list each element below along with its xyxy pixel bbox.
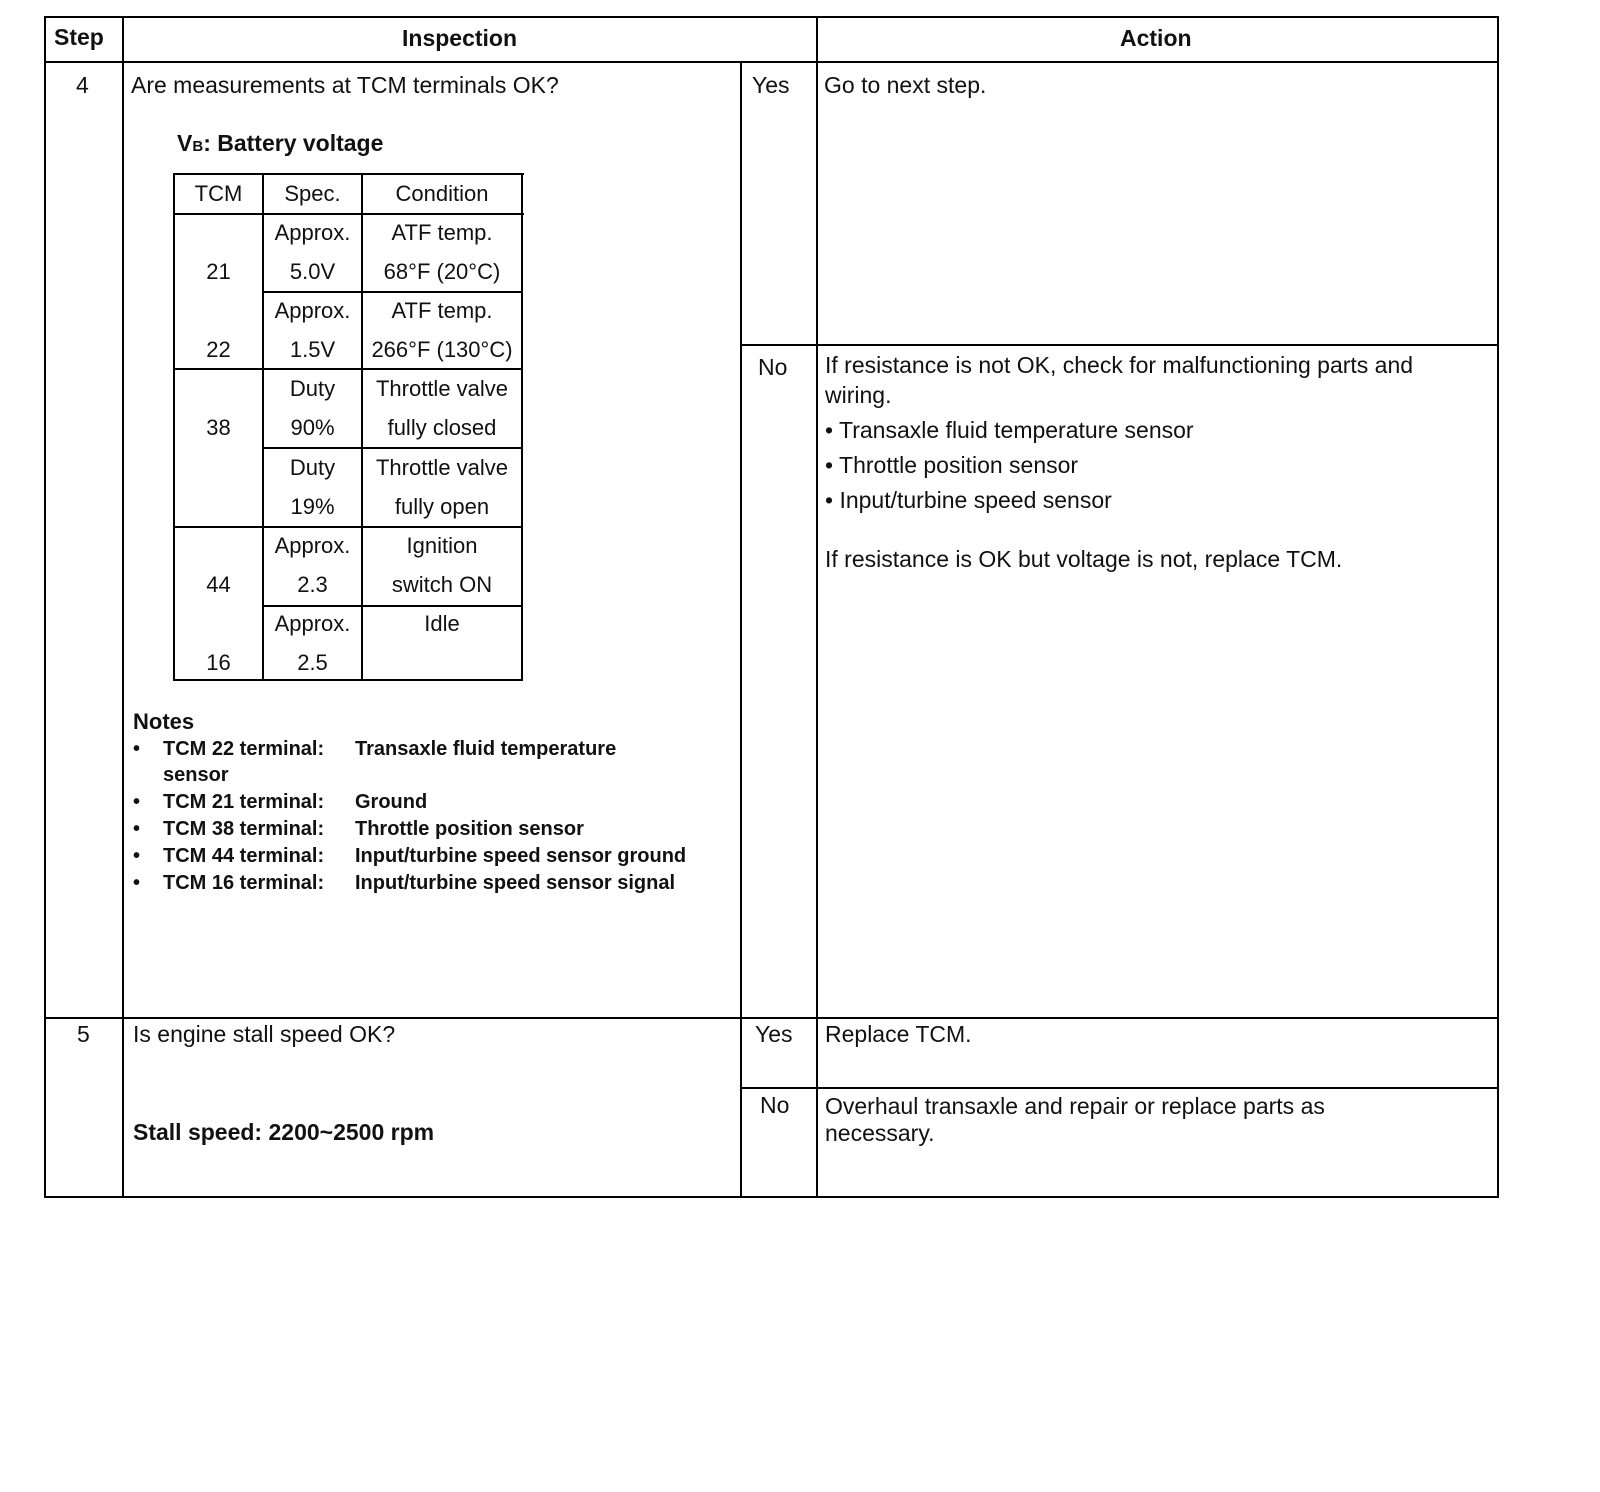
note-desc: Ground (355, 791, 428, 813)
inner-header-spec: Spec. (284, 181, 341, 206)
vb-legend (177, 130, 383, 157)
inner-row-divider-1 (262, 291, 523, 293)
note-desc: Transaxle fluid temperature (355, 738, 617, 760)
table-cell-spec: 19% (290, 494, 335, 519)
vb-label: : Battery voltage (203, 130, 384, 156)
inner-header-divider (173, 213, 524, 215)
note-bullet: • (133, 738, 141, 760)
step5-question: Is engine stall speed OK? (133, 1021, 396, 1047)
table-cell-tcm: 21 (206, 259, 231, 284)
vb-symbol: V (177, 130, 193, 156)
step5-yes-no-divider (740, 1087, 1498, 1089)
step4-no-item: • Transaxle fluid temperature sensor (825, 417, 1194, 443)
table-border-top (44, 16, 1498, 18)
table-cell-spec: Approx. (274, 611, 351, 636)
inner-row-divider-4 (173, 526, 523, 528)
header-step: Step (54, 24, 104, 50)
note-bullet: • (133, 791, 141, 813)
step4-no-action-line1: If resistance is not OK, check for malfunctioning parts and (825, 352, 1414, 378)
note-term: TCM 22 terminal: (163, 738, 325, 760)
table-cell-condition: Idle (424, 611, 460, 636)
action-column-divider (816, 16, 818, 1198)
header-action: Action (1120, 25, 1192, 51)
note-desc-continued: sensor (163, 764, 229, 786)
step4-number: 4 (76, 72, 89, 98)
step4-no-item: • Throttle position sensor (825, 452, 1079, 478)
table-cell-spec: 90% (290, 415, 335, 440)
step4-no-label: No (758, 354, 788, 380)
step4-no-action-line2: wiring. (825, 382, 892, 408)
table-cell-spec: Approx. (274, 298, 351, 323)
yesno-column-divider (740, 63, 742, 1198)
step-row-divider (44, 1017, 1499, 1019)
table-cell-spec: Approx. (274, 220, 351, 245)
table-cell-spec: 1.5V (289, 337, 336, 362)
step5-number: 5 (77, 1021, 90, 1047)
note-desc: Input/turbine speed sensor signal (355, 872, 676, 894)
step5-no-action-line1: Overhaul transaxle and repair or replace parts as (825, 1093, 1325, 1119)
inner-header-tcm: TCM (194, 181, 243, 206)
step4-yes-action: Go to next step. (824, 72, 987, 98)
table-cell-condition: ATF temp. (391, 220, 493, 245)
note-bullet: • (133, 818, 141, 840)
inner-border-bottom (173, 679, 523, 681)
table-cell-spec: 2.3 (297, 572, 328, 597)
note-term: TCM 21 terminal: (163, 791, 325, 813)
step4-yes-no-divider (740, 344, 1498, 346)
table-border-bottom (44, 1196, 1499, 1198)
table-border-right (1497, 16, 1499, 1198)
inner-header-condition: Condition (395, 181, 489, 206)
inner-row-divider-3 (262, 447, 523, 449)
step5-no-action-line2: necessary. (825, 1120, 935, 1146)
notes-title: Notes (133, 709, 195, 734)
inner-row-divider-5 (262, 605, 523, 607)
step5-yes-label: Yes (755, 1021, 793, 1047)
table-cell-condition: fully open (394, 494, 490, 519)
table-cell-condition: fully closed (387, 415, 497, 440)
table-cell-condition: 68°F (20°C) (383, 259, 501, 284)
table-border-left (44, 16, 46, 1198)
table-cell-tcm: 38 (206, 415, 231, 440)
step5-no-label: No (760, 1092, 790, 1118)
inner-border-top (173, 173, 524, 175)
table-cell-tcm: 44 (206, 572, 231, 597)
note-bullet: • (133, 872, 141, 894)
step4-no-action-final: If resistance is OK but voltage is not, replace TCM. (825, 546, 1343, 572)
table-cell-spec: 5.0V (289, 259, 336, 284)
table-cell-spec: 2.5 (297, 650, 328, 675)
table-cell-condition: ATF temp. (391, 298, 493, 323)
header-divider (44, 61, 1498, 63)
note-desc: Throttle position sensor (355, 818, 584, 840)
table-cell-spec: Approx. (274, 533, 351, 558)
step4-question: Are measurements at TCM terminals OK? (131, 72, 559, 98)
table-cell-condition: 266°F (130°C) (371, 337, 513, 362)
note-term: TCM 16 terminal: (163, 872, 325, 894)
step4-yes-label: Yes (752, 72, 790, 98)
step-column-divider (122, 16, 124, 1198)
table-cell-tcm: 16 (206, 650, 231, 675)
step4-no-item: • Input/turbine speed sensor (825, 487, 1112, 513)
note-bullet: • (133, 845, 141, 867)
stall-speed-label: Stall speed: 2200~2500 rpm (133, 1119, 435, 1145)
table-cell-spec: Duty (289, 376, 336, 401)
note-term: TCM 44 terminal: (163, 845, 325, 867)
vb-subscript: B (192, 138, 204, 155)
table-cell-condition: switch ON (391, 572, 493, 597)
table-cell-condition: Throttle valve (375, 455, 509, 480)
table-cell-condition: Throttle valve (375, 376, 509, 401)
note-term: TCM 38 terminal: (163, 818, 325, 840)
table-cell-tcm: 22 (206, 337, 231, 362)
header-inspection: Inspection (402, 25, 518, 51)
step5-yes-action: Replace TCM. (825, 1021, 972, 1047)
inner-row-divider-2 (173, 368, 523, 370)
table-cell-condition: Ignition (406, 533, 478, 558)
note-desc: Input/turbine speed sensor ground (355, 845, 687, 867)
table-cell-spec: Duty (289, 455, 336, 480)
